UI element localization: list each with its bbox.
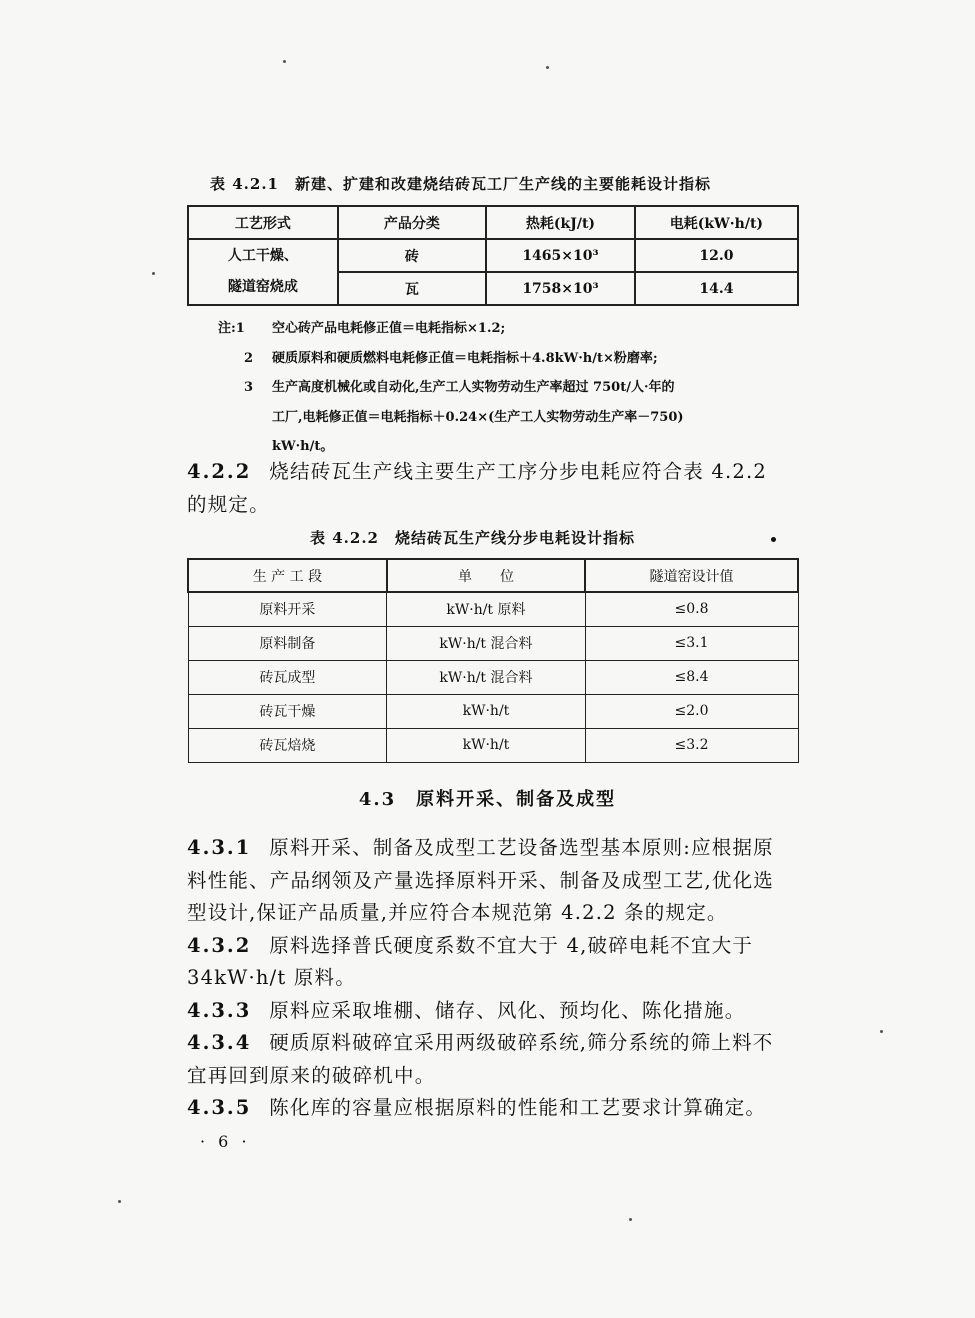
scan-speck: [118, 1200, 121, 1203]
note-label: 3: [244, 380, 254, 395]
clause-line: 的规定。: [187, 492, 270, 516]
note-1: [218, 314, 684, 344]
note-label: 注:1: [218, 321, 245, 336]
table1-process-line2: 隧道窑烧成: [227, 279, 298, 295]
table2-stage: 原料制备: [188, 626, 387, 660]
clause-number: 4.3.3: [187, 998, 252, 1022]
clause-text: 34kW·h/t 原料。: [187, 966, 356, 989]
table2-stage: 原料开采: [188, 592, 387, 626]
table-row: [188, 728, 798, 762]
table1-notes: [218, 314, 684, 462]
section-heading: [0, 785, 975, 811]
section-number: 4.3: [358, 789, 397, 810]
section-title: 原料开采、制备及成型: [416, 789, 617, 810]
table2: [187, 558, 799, 763]
table-row: [188, 694, 798, 728]
table2-header-value: 隧道窑设计值: [585, 559, 798, 592]
table2-header-stage: 生 产 工 段: [188, 559, 387, 592]
clause-text: 料性能、产品纲领及产量选择原料开采、制备及成型工艺,优化选: [187, 868, 774, 892]
table1-product: 砖: [338, 239, 486, 272]
note-text: 生产高度机械化或自动化,生产工人实物劳动生产率超过 750t/人·年的: [272, 380, 675, 395]
note-2: [218, 344, 684, 374]
note-text: 空心砖产品电耗修正值＝电耗指标×1.2;: [272, 321, 506, 336]
table1-process-line1: 人工干燥、: [227, 248, 298, 264]
clause-text: 型设计,保证产品质量,并应符合本规范第 4.2.2 条的规定。: [187, 901, 728, 924]
clause-number: 4.3.5: [187, 1096, 252, 1119]
table2-value: ≤0.8: [585, 592, 798, 626]
clause-4-3-5: [187, 1092, 807, 1125]
clause-text: 原料选择普氏硬度系数不宜大于 4,破碎电耗不宜大于: [269, 933, 754, 957]
table2-stage: 砖瓦干燥: [188, 694, 387, 728]
clause-text: 宜再回到原来的破碎机中。: [187, 1063, 436, 1087]
clause-text: 陈化库的容量应根据原料的性能和工艺要求计算确定。: [269, 1096, 767, 1119]
table2-stage: 砖瓦成型: [188, 660, 387, 694]
clause-text: 硬质原料破碎宜采用两级破碎系统,筛分系统的筛上料不: [269, 1031, 774, 1054]
table1-heat: 1465×10³: [486, 239, 635, 272]
table2-value: ≤2.0: [585, 694, 798, 728]
note-3-cont: 工厂,电耗修正值＝电耗指标＋0.24×(生产工人实物劳动生产率－750): [272, 409, 684, 425]
table2-value: ≤3.1: [585, 626, 798, 660]
scan-speck: [880, 1030, 883, 1033]
clause-number: 4.3.4: [187, 1031, 252, 1054]
table1-product: 瓦: [338, 272, 486, 305]
scan-speck: [152, 272, 155, 275]
table2-value: ≤3.2: [585, 728, 798, 762]
note-text: 硬质原料和硬质燃料电耗修正值＝电耗指标＋4.8kW·h/t×粉磨率;: [272, 350, 658, 366]
clause-number: 4.2.2: [187, 460, 252, 483]
table2-unit: kW·h/t 原料: [387, 592, 585, 626]
table1-header-process: 工艺形式: [188, 206, 338, 239]
scan-speck: [771, 537, 776, 542]
table2-header-unit: 单 位: [387, 559, 585, 592]
note-label: 2: [244, 350, 254, 366]
scan-speck: [283, 60, 286, 63]
table1-header-heat: 热耗(kJ/t): [486, 206, 635, 239]
page-number: · 6 ·: [200, 1132, 251, 1151]
table1: [187, 205, 799, 306]
clause-text: 原料开采、制备及成型工艺设备选型基本原则:应根据原: [269, 836, 774, 859]
clause-number: 4.3.1: [187, 836, 252, 859]
table2-stage: 砖瓦焙烧: [188, 728, 387, 762]
table1-power: 12.0: [635, 239, 798, 272]
clause-4-3-4: [187, 1027, 807, 1092]
clause-text: 烧结砖瓦生产线主要生产工序分步电耗应符合表 4.2.2: [269, 460, 768, 483]
table1-header-product: 产品分类: [338, 206, 486, 239]
table2-caption: 表 4.2.2 烧结砖瓦生产线分步电耗设计指标: [310, 529, 635, 547]
table1-caption: 表 4.2.1 新建、扩建和改建烧结砖瓦工厂生产线的主要能耗设计指标: [210, 175, 711, 193]
table1-power: 14.4: [635, 272, 798, 305]
table1-process-cell: [188, 239, 338, 305]
clause-list: [187, 832, 807, 1125]
clause-line: [187, 456, 807, 489]
clause-4-2-2: [187, 456, 807, 521]
table-row: [188, 626, 798, 660]
clause-4-3-2: [187, 930, 807, 995]
clause-4-3-3: [187, 995, 807, 1028]
clause-4-3-1: [187, 832, 807, 930]
table2-unit: kW·h/t 混合料: [387, 660, 585, 694]
scan-speck: [546, 66, 549, 69]
table1-heat: 1758×10³: [486, 272, 635, 305]
table-row: [188, 592, 798, 626]
note-3-cont: kW·h/t。: [272, 439, 334, 454]
scan-speck: [629, 1218, 632, 1221]
table1-header-power: 电耗(kW·h/t): [635, 206, 798, 239]
table2-unit: kW·h/t 混合料: [387, 626, 585, 660]
table-row: [188, 660, 798, 694]
table2-unit: kW·h/t: [387, 694, 585, 728]
clause-text: 原料应采取堆棚、储存、风化、预均化、陈化措施。: [269, 998, 746, 1022]
table2-unit: kW·h/t: [387, 728, 585, 762]
note-3: [218, 373, 684, 403]
table2-value: ≤8.4: [585, 660, 798, 694]
clause-number: 4.3.2: [187, 933, 252, 957]
